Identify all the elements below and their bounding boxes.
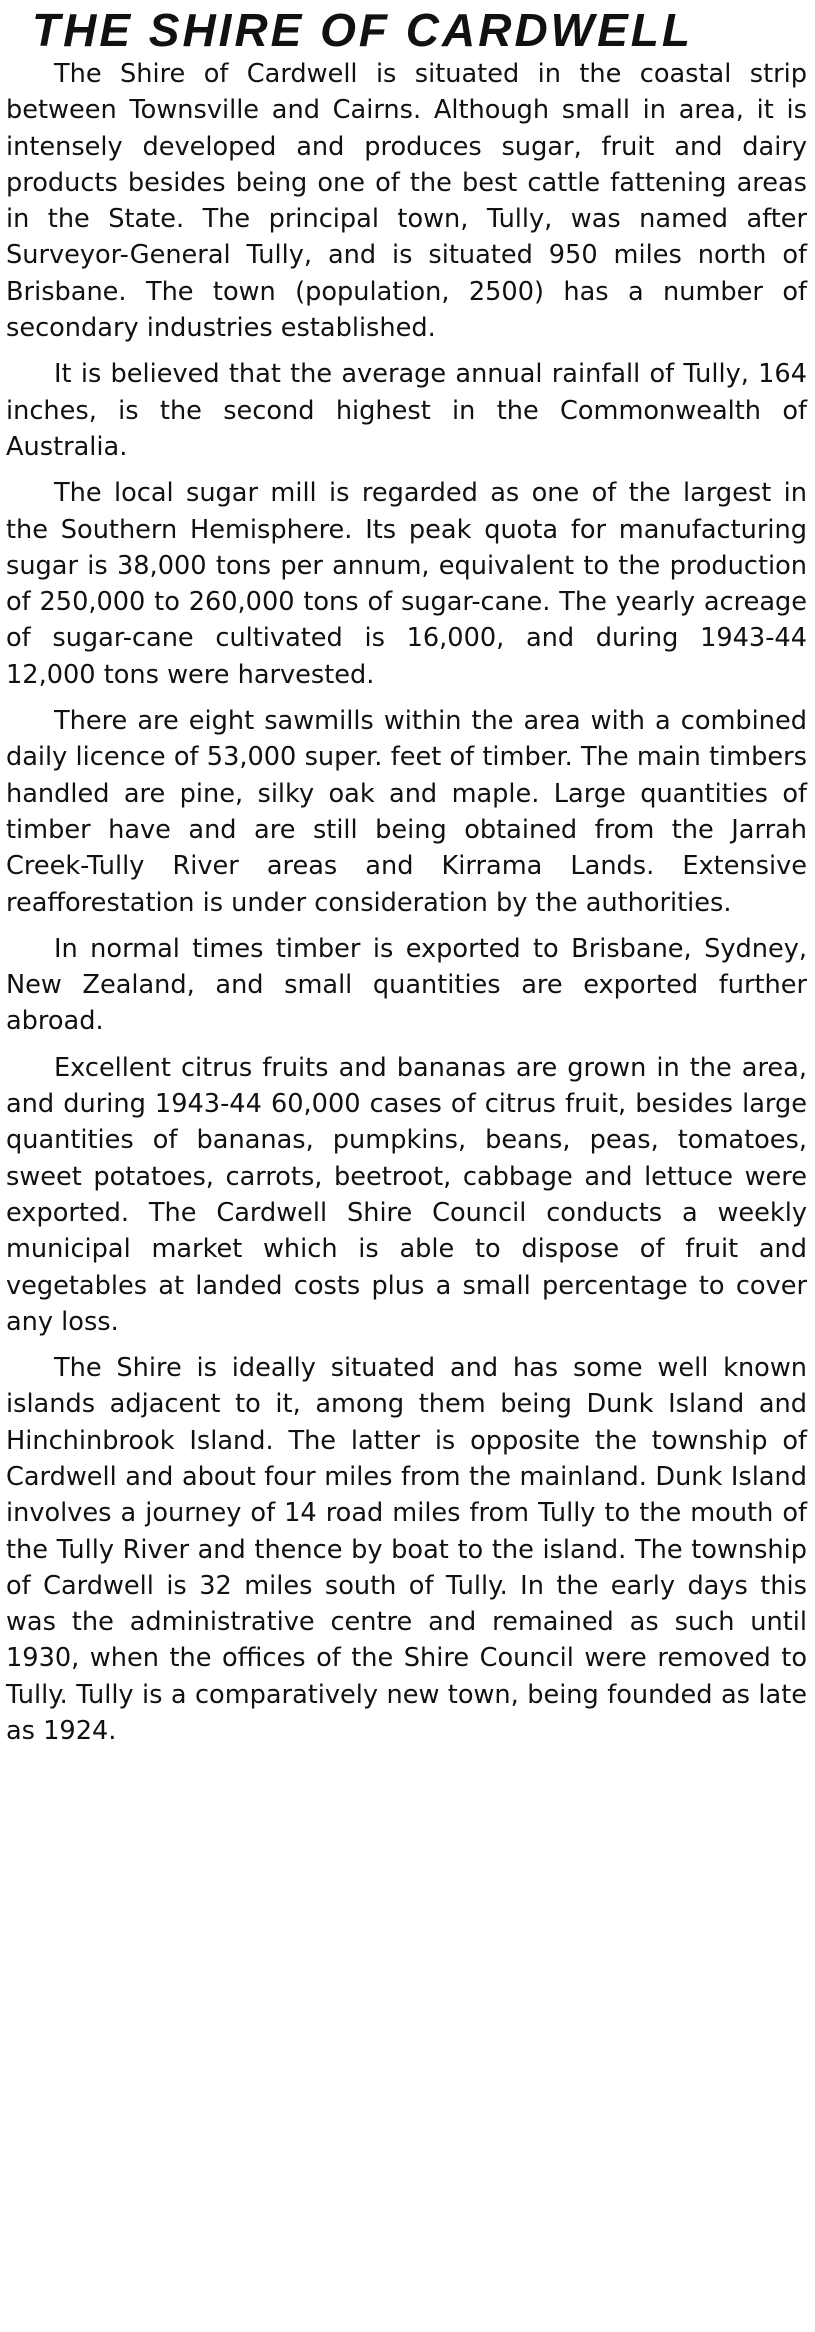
paragraph-fruit-vegetables: Excellent citrus fruits and bananas are grown in the area, and during 1943-44 60,000 cases of citrus fruit, besides large quantities of bananas, pumpkins, beans, peas, tomatoes, sweet potatoes, carrots, beetroot, cabbage and lettuce were exported. The Cardwell Shire Council conducts a weekly municipal market which is able to dispose of fruit and vegetables at landed costs plus a small percentage to cover any loss.	[6, 1052, 807, 1337]
paragraph-sugar-mill: The local sugar mill is regarded as one of the largest in the Southern Hemisphere. Its peak quota for manufacturing sugar is 38,000 tons per annum, equivalent to the production of 250,000 to 260,000 tons of sugar-cane. The yearly acreage of sugar-cane cultivated is 16,000, and during 1943-44 12,000 tons were harvested.	[6, 478, 807, 690]
paragraph-timber-exports: In normal times timber is exported to Brisbane, Sydney, New Zealand, and small quantities are exported further abroad.	[6, 933, 807, 1037]
paragraph-overview: The Shire of Cardwell is situated in the coastal strip between Townsville and Cairns. Although small in area, it is intensely developed and produces sugar, fruit and dairy products besides being one of the best cattle fattening areas in the State. The principal town, Tully, was named after Surveyor-General Tully, and is situated 950 miles north of Brisbane. The town (population, 2500) has a number of secondary industries established.	[6, 59, 807, 344]
article-title: THE SHIRE OF CARDWELL	[32, 4, 693, 56]
paragraph-islands-history: The Shire is ideally situated and has some well known islands adjacent to it, among them being Dunk Island and Hinchinbrook Island. The latter is opposite the township of Cardwell and about four miles from the mainland. Dunk Island involves a journey of 14 road miles from Tully to the mouth of the Tully River and thence by boat to the island. The township of Cardwell is 32 miles south of Tully. In the early days this was the administrative centre and remained as such until 1930, when the offices of the Shire Council were removed to Tully. Tully is a comparatively new town, being founded as late as 1924.	[6, 1353, 807, 1747]
paragraph-rainfall: It is believed that the average annual rainfall of Tully, 164 inches, is the second highest in the Commonwealth of Australia.	[6, 359, 807, 462]
paragraph-sawmills: There are eight sawmills within the area with a combined daily licence of 53,000 super. feet of timber. The main timbers handled are pine, silky oak and maple. Large quantities of timber have and are still being obtained from the Jarrah Creek-Tully River areas and Kirrama Lands. Extensive reafforestation is under consideration by the authorities.	[6, 706, 807, 918]
